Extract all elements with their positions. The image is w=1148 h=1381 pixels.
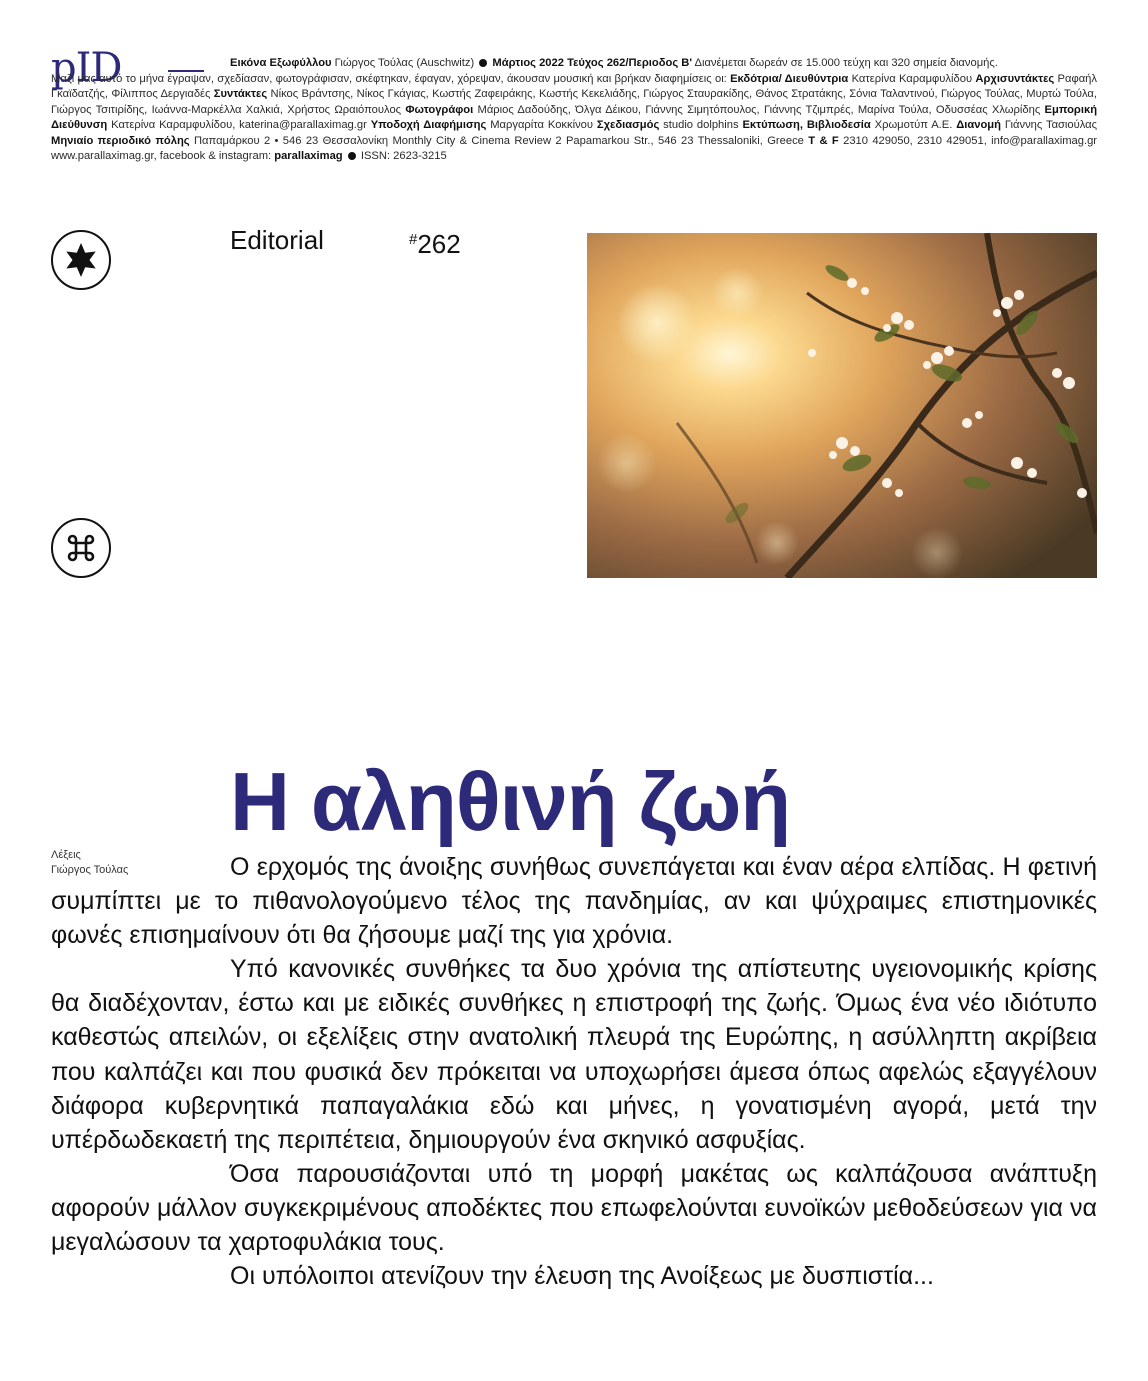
byline-author: Γιώργος Τούλας bbox=[51, 864, 129, 876]
bullet-dot bbox=[479, 59, 487, 67]
credit-label: Συντάκτες bbox=[213, 88, 268, 100]
bullet-dot bbox=[348, 152, 356, 160]
issn: ISSN: 2623-3215 bbox=[360, 150, 447, 162]
spring-blossom-photo bbox=[587, 233, 1097, 578]
masthead-credits bbox=[51, 56, 1097, 165]
credit-label: Εικόνα Εξωφύλλου bbox=[230, 57, 332, 69]
credit-value: Διανέμεται δωρεάν σε 15.000 τεύχη και 320 σημεία διανομής. bbox=[694, 57, 998, 69]
credit-value: Παπαμάρκου 2 • 546 23 Θεσσαλονίκη Monthly City & Cinema Review 2 Papamarkou Str., 546 23 Thessaloniki, Greece bbox=[193, 134, 804, 147]
star-glyph bbox=[61, 240, 101, 280]
article-paragraph: Ο ερχομός της άνοιξης συνήθως συνεπάγεται και έναν αέρα ελπίδας. Η φετινή συμπίπτει με το πιθανολογούμενο τέλος της πανδημίας, αν και ψύχραιμες επιστημονικές φωνές επισημαίνουν ότι θα ζήσουμε μαζί της για χρόνια. bbox=[51, 853, 1097, 950]
social-handle: parallaximag bbox=[274, 150, 343, 162]
issue-number-value: 262 bbox=[417, 229, 461, 259]
credit-label: Σχεδιασμός bbox=[596, 119, 660, 131]
credit-label: Υποδοχή Διαφήμισης bbox=[370, 119, 487, 131]
credit-value: Γιώργος Τούλας (Auschwitz) bbox=[334, 57, 475, 69]
byline-label: Λέξεις bbox=[51, 849, 81, 861]
credit-label: Εκδότρια/ Διευθύντρια bbox=[730, 72, 849, 85]
issue-number bbox=[409, 224, 461, 260]
credit-value: Κατερίνα Καραμφυλίδου, katerina@parallaximag.gr bbox=[111, 119, 367, 131]
credit-value: Γιάννης Τασιούλας bbox=[1004, 119, 1098, 131]
credit-value: 2310 429050, 2310 429051, info@parallaximag.gr www.parallaximag.gr, facebook & instagram: bbox=[51, 134, 1098, 162]
credit-value: Κατερίνα Καραμφυλίδου bbox=[851, 72, 973, 85]
credit-intro: Μαζί μας αυτό το μήνα έγραψαν, σχεδίασαν, φωτογράφισαν, σκέφτηκαν, έφαγαν, χόρεψαν, άκουσαν μουσική και βρήκαν διαφημίσεις οι: bbox=[51, 72, 727, 85]
credit-value: Νίκος Βράντσης, Νίκος Γκάγιας, Κωστής Ζαφειράκης, Κωστής Κεκελιάδης, Γιώργος Σταυρακίδης, Θάνος Στρατάκης, Σόνια Ταλαντινού, Γιώργος Τούλας, Μυρτώ Τούλα, Γιώργος Τσιτιρίδης, Ιωάννα-Μαρκέλλα Χαλκιά, Χρήστος Ωραιόπουλος bbox=[51, 88, 1097, 116]
credit-label: T & F bbox=[808, 134, 839, 147]
credit-label: Μάρτιος 2022 Τεύχος 262/Περιοδος Β' bbox=[492, 57, 692, 69]
credit-label: Εμπορική Διεύθυνση bbox=[51, 103, 1098, 131]
issue-hash: # bbox=[409, 231, 418, 248]
credit-label: Διανομή bbox=[956, 119, 1001, 131]
article-title: Η αληθινή ζωή bbox=[230, 755, 791, 848]
article-paragraph: Υπό κανονικές συνθήκες τα δυο χρόνια της απίστευτης υγειονομικής κρίσης θα διαδέχονταν, έστω και με ειδικές συνθήκες η επιστροφή της ζωής. Όμως ένα νέο ιδιότυπο καθεστώς απειλών, οι εξελίξεις στην ανατολική πλευρά της Ευρώπης, η ασύλληπτη ακρίβεια που καλπάζει και που φυσικά δεν πρόκειται να υποχωρήσει άμεσα όπως αφελώς εξαγγέλουν διάφορα κυβερνητικά παπαγαλάκια εδώ και μήνες, η γονατισμένη αγορά, μετά την υπέρδωδεκαετή της περιπέτεια, δημιουργούν ένα σκηνικό ασφυξίας. bbox=[51, 955, 1097, 1154]
credit-label: Αρχισυντάκτες bbox=[975, 72, 1055, 85]
article-paragraph: Οι υπόλοιποι ατενίζουν την έλευση της Ανοίξεως με δυσπιστία... bbox=[230, 1262, 934, 1291]
credit-value: Ραφαήλ Γκαϊδατζής, Φίλιππος Δεργιαδές bbox=[51, 72, 1097, 100]
credit-value: studio dolphins bbox=[663, 119, 739, 131]
section-label: Editorial bbox=[230, 225, 324, 255]
credit-label: Φωτογράφοι bbox=[405, 103, 474, 116]
credit-value: Χρωμοτύπ Α.Ε. bbox=[874, 119, 953, 131]
article-paragraph: Όσα παρουσιάζονται υπό τη μορφή μακέτας ως καλπάζουσα ανάπτυξη αφορούν μάλλον συγκεκριμένους αποδέκτες που επωφελούνται ευνοϊκών μεθοδεύσεων για να μεγαλώσουν τα χαρτοφυλάκια τους. bbox=[51, 1159, 1097, 1257]
command-glyph bbox=[63, 530, 99, 566]
six-pointed-star-icon bbox=[51, 230, 111, 290]
command-key-icon bbox=[51, 518, 111, 578]
credit-label: Μηνιαίο περιοδικό πόλης bbox=[51, 134, 190, 147]
credit-value: Μαργαρίτα Κοκκίνου bbox=[490, 119, 594, 131]
article-body bbox=[51, 850, 1097, 1293]
credit-label: Εκτύπωση, Βιβλιοδεσία bbox=[742, 119, 871, 131]
credit-value: Μάριος Δαδούδης, Όλγα Δέικου, Γιάννης Σιμητόπουλος, Γιάννης Τζιμπρές, Μαρίνα Τούλα, Οδυσσέας Χλωρίδης bbox=[477, 103, 1041, 116]
magazine-logo: pID bbox=[51, 45, 122, 91]
